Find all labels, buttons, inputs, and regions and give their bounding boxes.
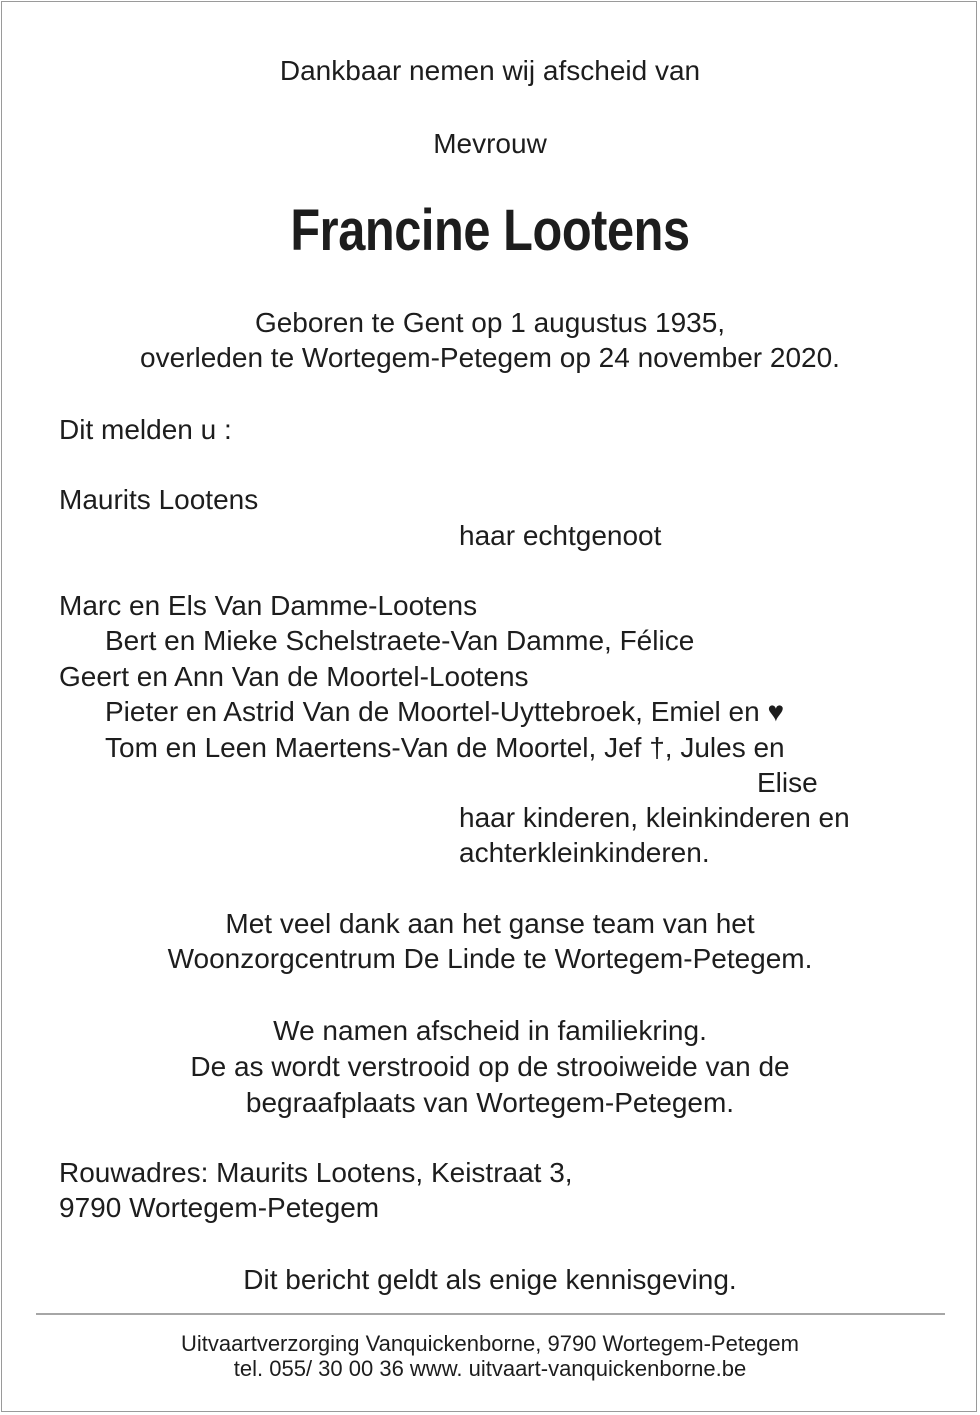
family-relation: achterkleinkinderen. — [459, 837, 710, 868]
deceased-name: Francine Lootens — [290, 198, 690, 263]
intro-text: Dankbaar nemen wij afscheid van — [279, 55, 701, 86]
farewell-line: De as wordt verstrooid op de strooiweide van de — [190, 1051, 790, 1082]
footer-funeral-home: Uitvaartverzorging Vanquickenborne, 9790 Wortegem-Petegem — [181, 1331, 799, 1356]
footer-contact: tel. 055/ 30 00 36 www. uitvaart-vanquickenborne.be — [233, 1356, 747, 1381]
family-line: Bert en Mieke Schelstraete-Van Damme, Félice — [105, 625, 695, 656]
thanks-line: Woonzorgcentrum De Linde te Wortegem-Petegem. — [167, 943, 813, 974]
farewell-line: We namen afscheid in familiekring. — [273, 1015, 707, 1046]
announcers-heading: Dit melden u : — [59, 414, 232, 445]
address-line: 9790 Wortegem-Petegem — [59, 1192, 380, 1223]
divider — [36, 1313, 945, 1315]
notice-text: Dit bericht geldt als enige kennisgeving. — [243, 1264, 737, 1295]
farewell-line: begraafplaats van Wortegem-Petegem. — [245, 1087, 735, 1118]
salutation: Mevrouw — [433, 128, 547, 159]
family-line: Tom en Leen Maertens-Van de Moortel, Jef †, Jules en — [105, 732, 785, 763]
birth-line: Geboren te Gent op 1 augustus 1935, — [254, 307, 726, 338]
death-line: overleden te Wortegem-Petegem op 24 november 2020. — [140, 342, 840, 373]
family-line: Marc en Els Van Damme-Lootens — [59, 590, 478, 621]
family-relation: haar kinderen, kleinkinderen en — [459, 802, 850, 833]
address-line: Rouwadres: Maurits Lootens, Keistraat 3, — [59, 1157, 573, 1188]
family-line: Elise — [757, 767, 818, 798]
thanks-line: Met veel dank aan het ganse team van het — [225, 908, 755, 939]
spouse-name: Maurits Lootens — [59, 484, 259, 515]
spouse-relation: haar echtgenoot — [459, 520, 662, 551]
family-line: Geert en Ann Van de Moortel-Lootens — [59, 661, 529, 692]
family-line: Pieter en Astrid Van de Moortel-Uyttebroek, Emiel en ♥ — [105, 696, 785, 727]
